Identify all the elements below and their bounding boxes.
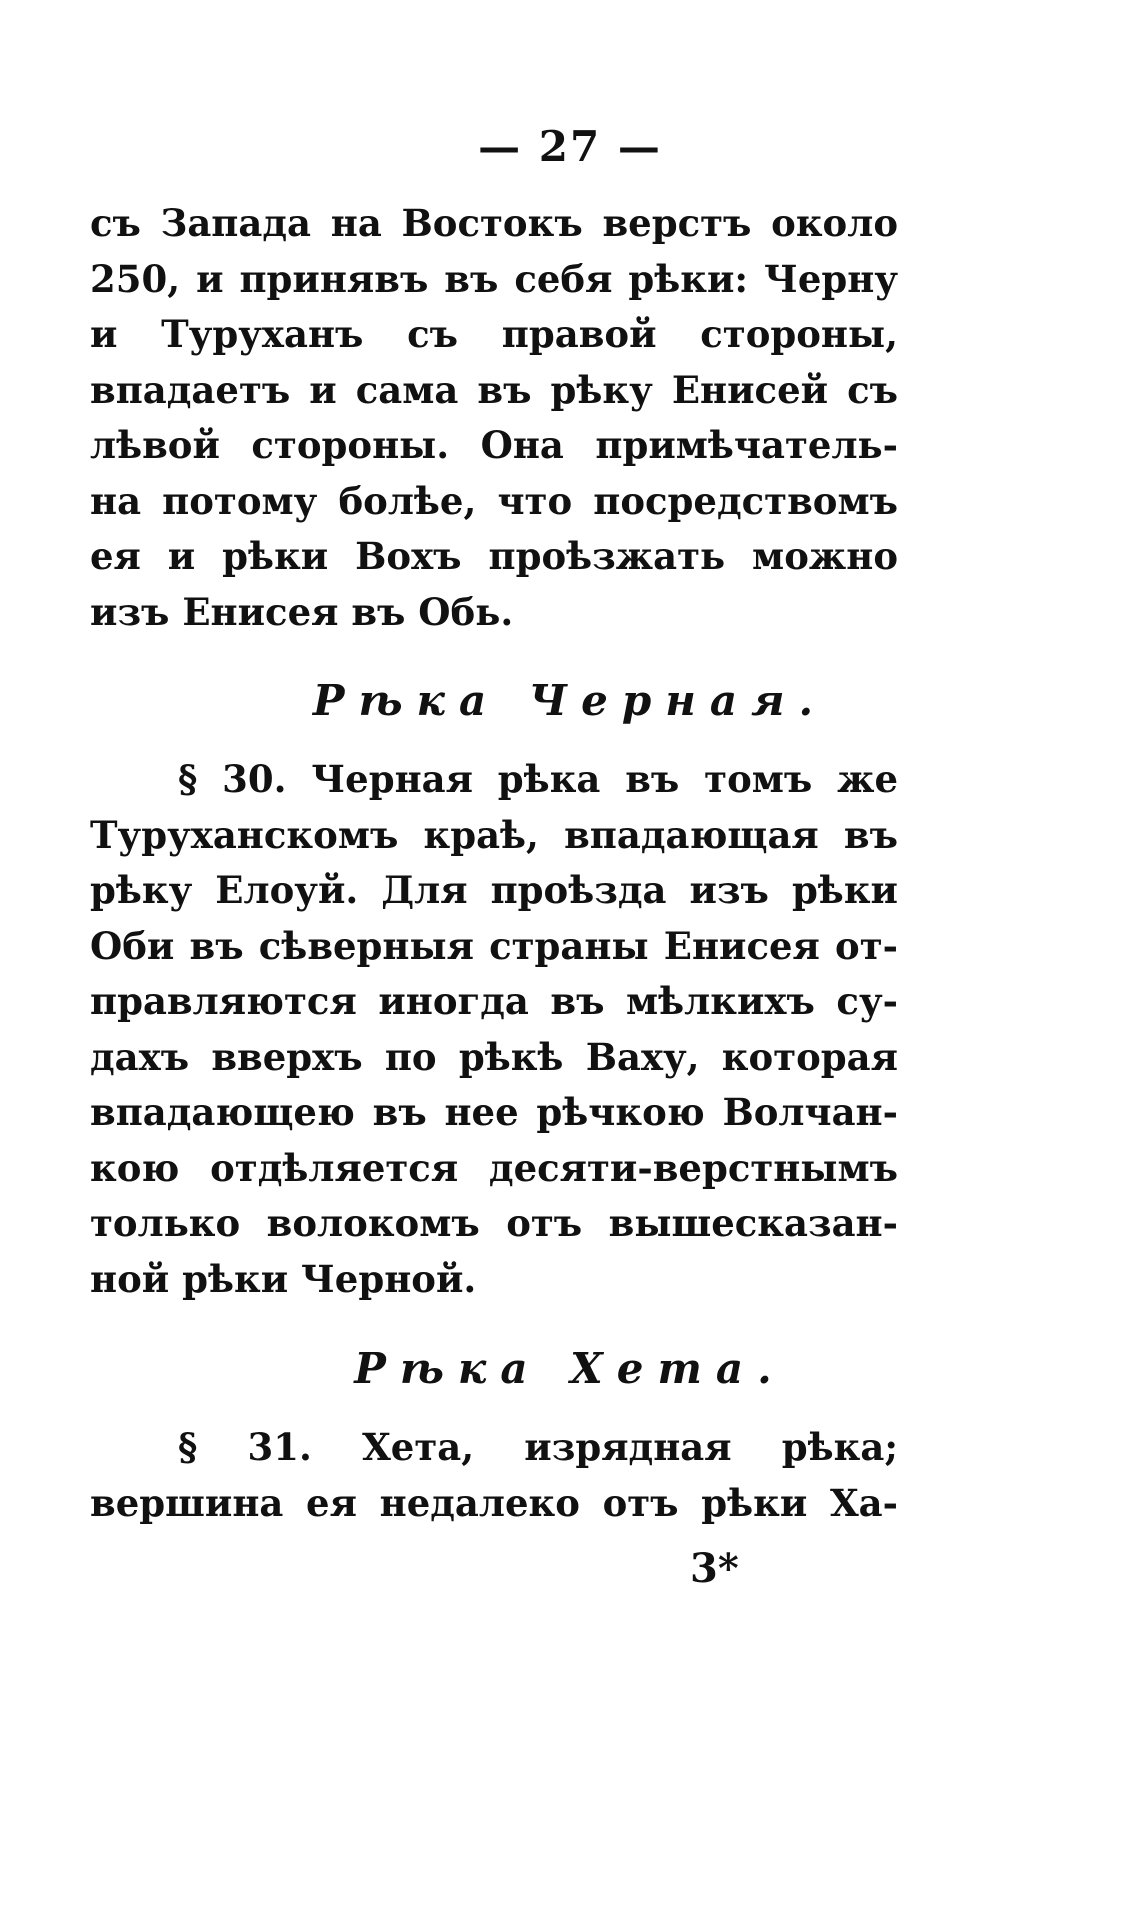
text-line: впадающею въ нее рѣчкою Волчан- (90, 1090, 898, 1134)
paragraph-3 (90, 1420, 898, 1531)
paragraph-2 (90, 752, 898, 1307)
text-line: съ Запада на Востокъ верстъ около (90, 201, 898, 245)
text-line: ея и рѣки Вохъ проѣзжать можно (90, 534, 898, 578)
text-line: кою отдѣляется десяти-верстнымъ (90, 1145, 898, 1190)
text-line: правляются иногда въ мѣлкихъ су- (90, 979, 898, 1023)
text-line: § 30. Черная рѣка въ томъ же (178, 757, 898, 801)
text-line: Туруханскомъ краѣ, впадающая въ (90, 812, 898, 857)
text-line: Оби въ сѣверныя страны Енисея от- (90, 923, 898, 968)
text-line: § 31. Хета, изрядная рѣка; (178, 1425, 898, 1469)
text-line: ной рѣки Черной. (90, 1256, 477, 1301)
text-line: дахъ вверхъ по рѣкѣ Ваху, которая (90, 1034, 898, 1079)
text-line: только волокомъ отъ вышесказан- (90, 1201, 898, 1245)
text-line: на потому болѣе, что посредствомъ (90, 478, 898, 523)
text-line: лѣвой стороны. Она примѣчатель- (90, 423, 898, 467)
text-line: впадаетъ и сама въ рѣку Енисей съ (90, 367, 898, 412)
text-line: и Туруханъ съ правой стороны, (90, 312, 898, 356)
section-heading-chernaya: Рѣка Черная. (312, 676, 828, 725)
text-line: 250, и принявъ въ себя рѣки: Черну (90, 256, 898, 301)
paragraph-1 (90, 196, 898, 640)
page-number: — 27 — (478, 122, 662, 171)
signature-mark: 3* (690, 1545, 739, 1592)
text-line: изъ Енисея въ Обь. (90, 589, 514, 634)
section-heading-kheta: Рѣка Хета. (354, 1344, 786, 1393)
text-line: вершина ея недалеко отъ рѣки Ха- (90, 1480, 898, 1525)
text-line: рѣку Елоуй. Для проѣзда изъ рѣки (90, 868, 898, 912)
